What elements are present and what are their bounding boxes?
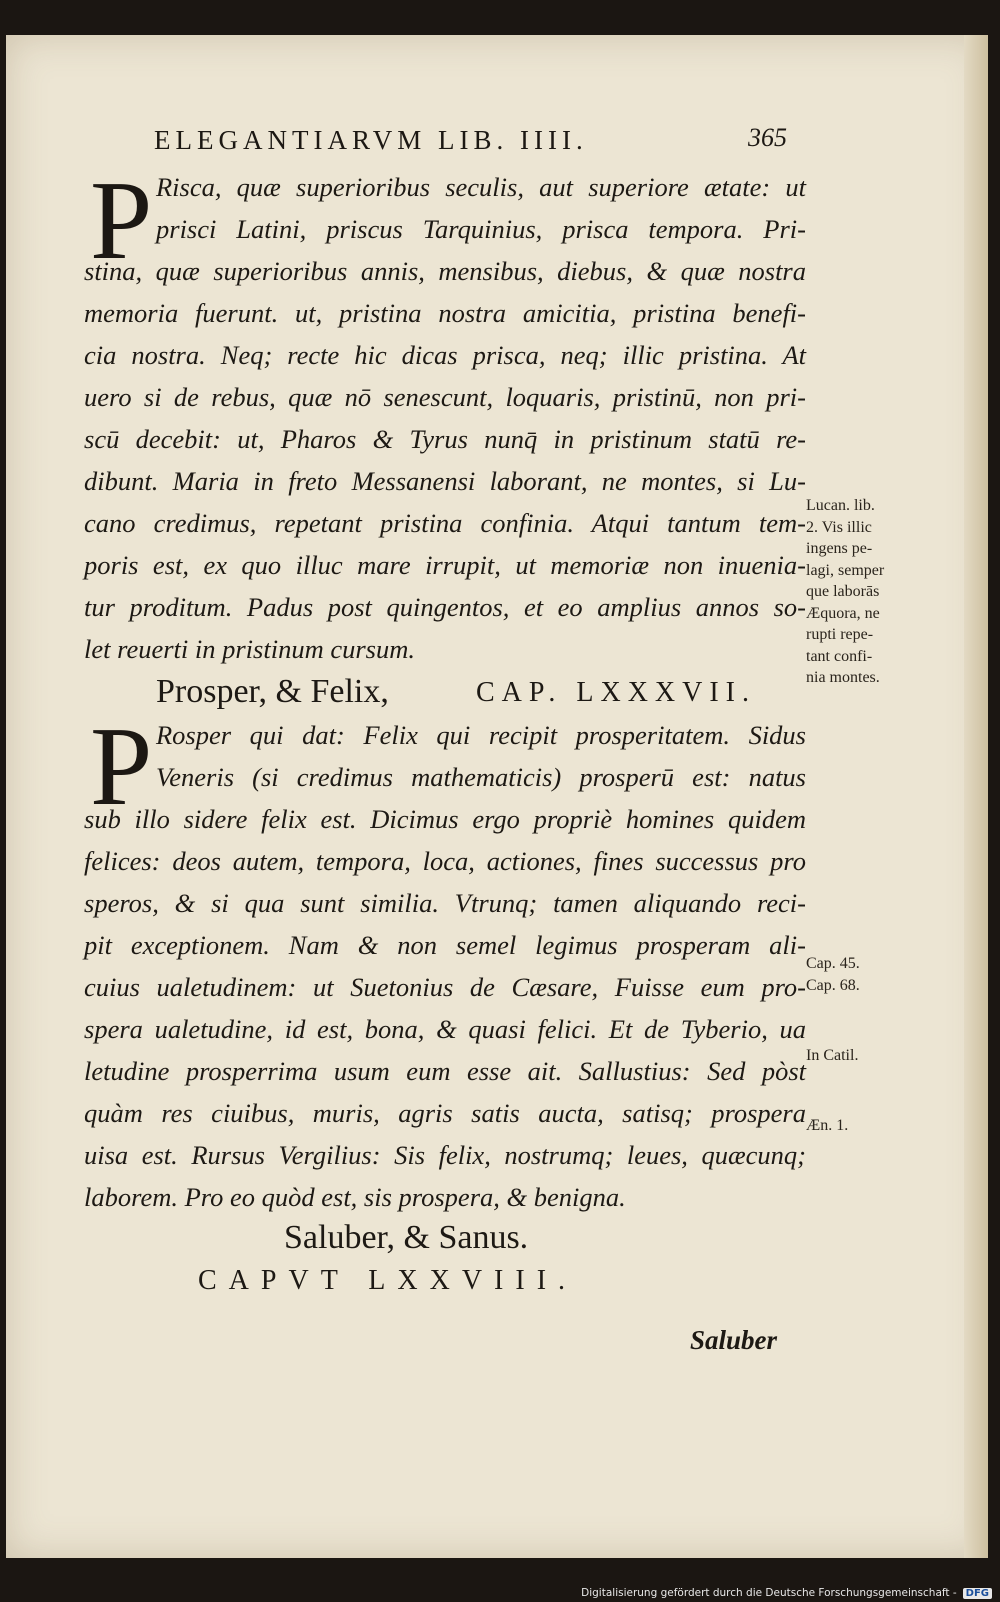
page-number: 365 [748, 123, 787, 152]
text-line: speros, & si qua sunt similia. Vtrunq; tamen aliquando reci- [84, 888, 806, 918]
text-line: cano credimus, repetant pristina confinia. Atqui tantum tem- [84, 508, 806, 538]
text-line: tur proditum. Padus post quingentos, et eo amplius annos so- [84, 592, 806, 622]
text-line: dibunt. Maria in freto Messanensi laborant, ne montes, si Lu- [84, 466, 806, 496]
text-line: poris est, ex quo illuc mare irrupit, ut memoriæ non inuenia- [84, 550, 806, 580]
text-line: Rosper qui dat: Felix qui recipit prosperitatem. Sidus [156, 720, 806, 750]
text-line: pit exceptionem. Nam & non semel legimus prosperam ali- [84, 930, 806, 960]
text-line: quàm res ciuibus, muris, agris satis aucta, satisq; prospera [84, 1098, 806, 1128]
text-line: let reuerti in pristinum cursum. [84, 634, 415, 664]
text-line: cia nostra. Neq; recte hic dicas prisca, neq; illic pristina. At [84, 340, 806, 370]
text-line: laborem. Pro eo quòd est, sis prospera, & benigna. [84, 1182, 626, 1212]
text-line: letudine prosperrima usum eum esse ait. Sallustius: Sed pòst [84, 1056, 806, 1086]
page-gutter-shadow [964, 35, 988, 1558]
chapter-number: CAP. LXXXVII. [476, 677, 756, 708]
text-line: uero si de rebus, quæ nō senescunt, loquaris, pristinū, non pri- [84, 382, 806, 412]
text-line: Veneris (si credimus mathematicis) prosperū est: natus [156, 762, 806, 792]
dfg-logo-icon: DFG [963, 1588, 992, 1599]
digitization-footer [581, 1587, 992, 1599]
text-line: spera ualetudine, id est, bona, & quasi felici. Et de Tyberio, ua [84, 1014, 806, 1044]
margin-note-catil: In Catil. [806, 1047, 859, 1064]
text-line: uisa est. Rursus Vergilius: Sis felix, nostrumq; leues, quæcunq; [84, 1140, 806, 1170]
drop-cap-initial: P [90, 705, 153, 829]
running-head: ELEGANTIARVM LIB. IIII. [154, 125, 588, 155]
catchword: Saluber [690, 1325, 778, 1355]
text-line: felices: deos autem, tempora, loca, actiones, fines successus pro [84, 846, 806, 876]
book-page [6, 35, 988, 1558]
text-line: cuius ualetudinem: ut Suetonius de Cæsare, Fuisse eum pro- [84, 972, 806, 1002]
drop-cap-initial: P [90, 159, 153, 283]
margin-note-aen: Æn. 1. [806, 1117, 849, 1134]
text-line: prisci Latini, priscus Tarquinius, prisca tempora. Pri- [156, 214, 806, 244]
text-line: stina, quæ superioribus annis, mensibus, diebus, & quæ nostra [84, 256, 806, 286]
margin-note-cap: Cap. 45. Cap. 68. [806, 955, 860, 994]
text-line: memoria fuerunt. ut, pristina nostra amicitia, pristina benefi- [84, 298, 806, 328]
text-line: scū decebit: ut, Pharos & Tyrus nunq̄ in pristinum statū re- [84, 424, 806, 454]
chapter-number: CAPVT LXXVIII. [198, 1265, 578, 1296]
chapter-heading: Prosper, & Felix, [156, 673, 389, 710]
text-line: Risca, quæ superioribus seculis, aut superiore ætate: ut [156, 172, 806, 202]
margin-note-lucan: Lucan. lib. 2. Vis illic ingens pe- lagi, semper que laborās Æquora, ne rupti repe- tant confi- nia montes. [806, 497, 885, 686]
text-line: sub illo sidere felix est. Dicimus ergo propriè homines quidem [84, 804, 806, 834]
footer-text: Digitalisierung gefördert durch die Deutsche Forschungsgemeinschaft - [581, 1587, 957, 1599]
chapter-heading: Saluber, & Sanus. [284, 1219, 529, 1256]
